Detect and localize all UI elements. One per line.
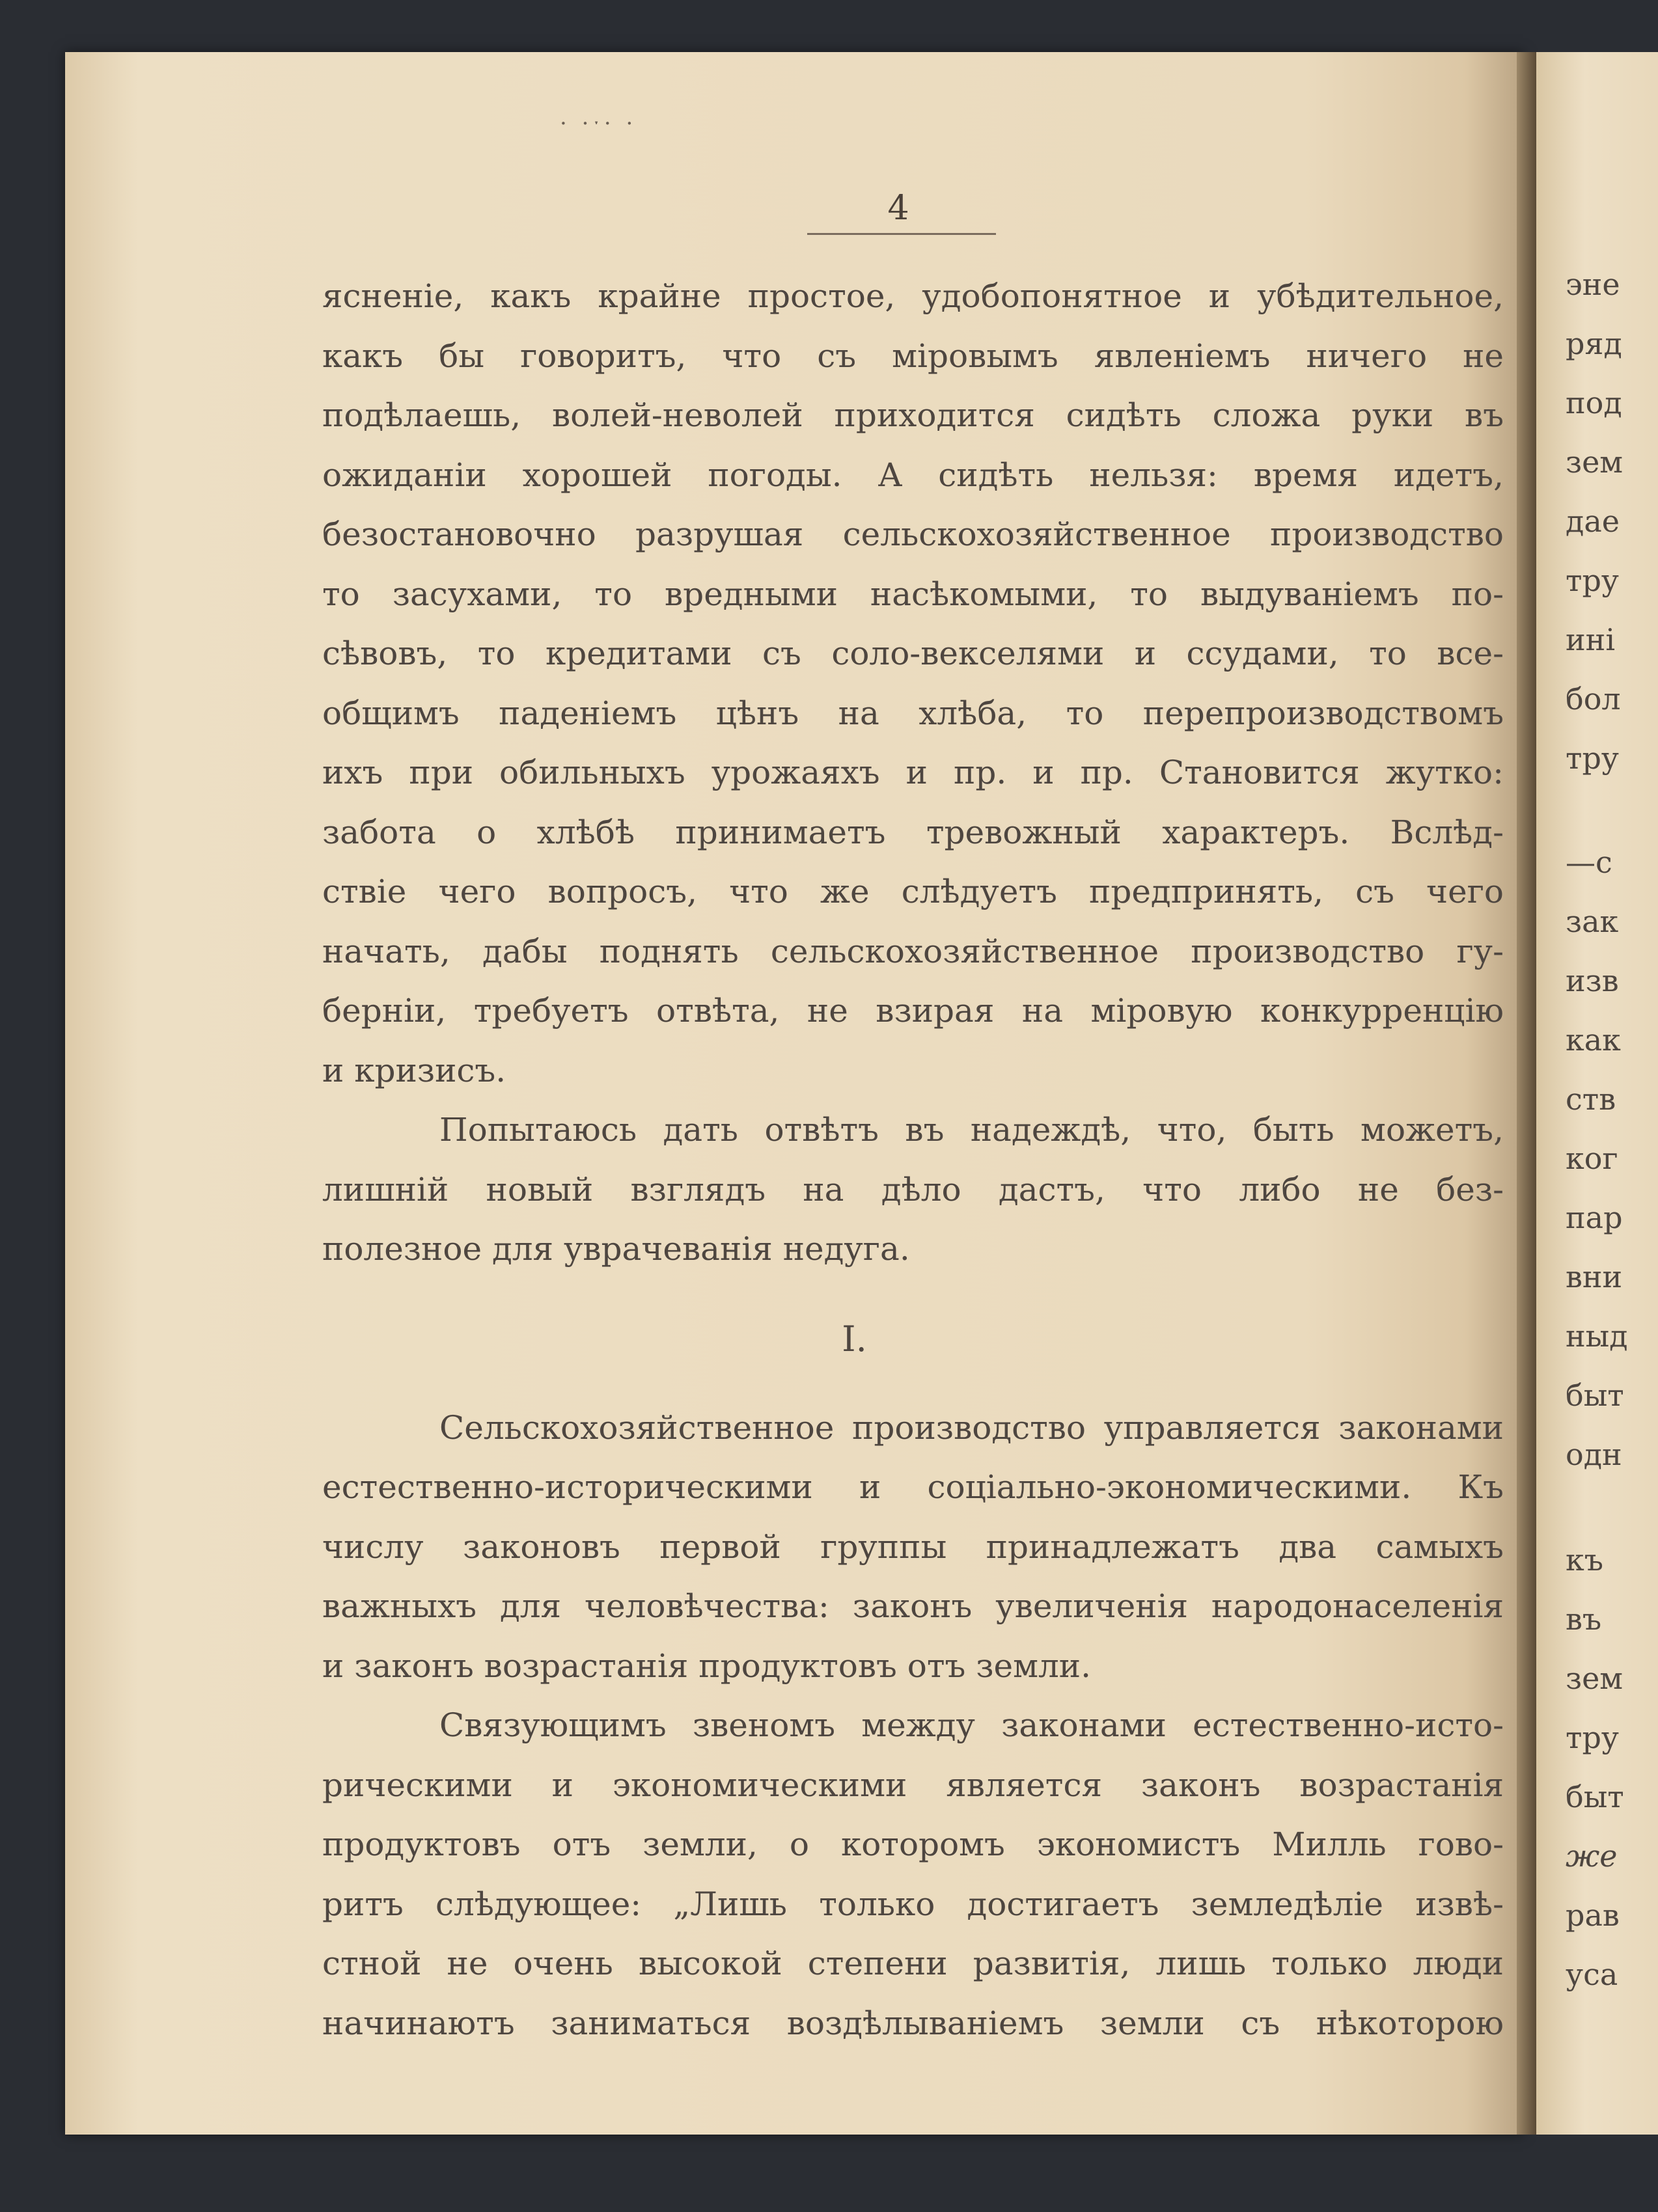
facing-text-fragment: въ xyxy=(1566,1602,1602,1637)
text-line: подѣлаешь, волей-неволей приходится сидѣть сложа руки въ xyxy=(322,396,1504,434)
text-line: то засухами, то вредными насѣкомыми, то выдуваніемъ по- xyxy=(322,575,1504,613)
text-line: рическими и экономическими является законъ возрастанія xyxy=(322,1766,1504,1804)
facing-text-fragment: вни xyxy=(1566,1259,1623,1294)
text-line: ясненіе, какъ крайне простое, удобопонятное и убѣдительное, xyxy=(322,277,1504,315)
facing-text-fragment: быт xyxy=(1566,1378,1624,1413)
text-line: числу законовъ первой группы принадлежатъ два самыхъ xyxy=(322,1527,1504,1566)
text-line: начать, дабы поднять сельскохозяйственное производство гу- xyxy=(322,932,1504,970)
facing-text-fragment: ств xyxy=(1566,1082,1616,1117)
text-line: и законъ возрастанія продуктовъ отъ земли. xyxy=(322,1646,1091,1685)
facing-text-fragment: зак xyxy=(1566,904,1619,939)
book-spine-shadow xyxy=(1517,52,1536,2135)
facing-text-fragment: как xyxy=(1566,1022,1621,1058)
facing-text-fragment: тру xyxy=(1566,1720,1619,1755)
text-line: сѣвовъ, то кредитами съ соло-векселями и ссудами, то все- xyxy=(322,635,1504,672)
facing-text-fragment: дае xyxy=(1566,504,1620,539)
facing-text-fragment: одн xyxy=(1566,1437,1622,1472)
text-line: забота о хлѣбѣ принимаетъ тревожный характеръ. Вслѣд- xyxy=(322,813,1504,851)
facing-text-fragment: пар xyxy=(1566,1200,1623,1235)
facing-text-fragment: изв xyxy=(1566,963,1619,998)
text-line: безостановочно разрушая сельскохозяйственное производство xyxy=(322,515,1504,553)
page-number-rule xyxy=(807,233,996,235)
text-line: ствіе чего вопросъ, что же слѣдуетъ предпринять, съ чего xyxy=(322,873,1504,910)
facing-text-fragment: къ xyxy=(1566,1542,1604,1577)
facing-text-fragment: тру xyxy=(1566,741,1619,776)
text-line: ожиданіи хорошей погоды. А сидѣть нельзя: время идетъ, xyxy=(322,456,1504,494)
text-line: полезное для уврачеванія недуга. xyxy=(322,1230,910,1268)
text-line: ихъ при обильныхъ урожаяхъ и пр. и пр. Становится жутко: xyxy=(322,754,1504,791)
facing-text-fragment: же xyxy=(1566,1838,1618,1874)
facing-text-fragment: рав xyxy=(1566,1898,1620,1933)
text-line: Попытаюсь дать отвѣтъ въ надеждѣ, что, быть можетъ, xyxy=(439,1111,1504,1149)
facing-text-fragment: ряд xyxy=(1566,326,1622,361)
text-line: берніи, требуетъ отвѣта, не взирая на міровую конкурренцію xyxy=(322,992,1504,1030)
page-body-text xyxy=(322,267,1504,2053)
text-line: начинаютъ заниматься воздѣлываніемъ земли съ нѣкоторою xyxy=(322,2004,1504,2042)
text-line: Сельскохозяйственное производство управляется законами xyxy=(439,1408,1504,1447)
facing-text-fragment: —с xyxy=(1566,845,1612,880)
facing-text-fragment: бол xyxy=(1566,681,1621,717)
facing-text-fragment: ког xyxy=(1566,1141,1618,1176)
facing-text-fragment: эне xyxy=(1566,267,1620,302)
text-line: естественно-историческими и соціально-экономическими. Къ xyxy=(322,1468,1504,1506)
text-line: Связующимъ звеномъ между законами естественно-исто- xyxy=(439,1706,1504,1744)
text-line: стной не очень высокой степени развитія, лишь только люди xyxy=(322,1945,1504,1982)
print-specks: · ·ˑ· · xyxy=(560,111,637,137)
page-number: 4 xyxy=(887,189,909,228)
text-line: какъ бы говоритъ, что съ міровымъ явленіемъ ничего не xyxy=(322,336,1504,375)
facing-page-fragment xyxy=(1536,52,1658,2135)
text-line: ритъ слѣдующее: „Лишь только достигаетъ земледѣліе извѣ- xyxy=(322,1885,1504,1923)
facing-text-fragment: тру xyxy=(1566,563,1619,598)
section-heading: I. xyxy=(842,1318,867,1359)
text-line: и кризисъ. xyxy=(322,1051,506,1089)
facing-text-fragment: быт xyxy=(1566,1779,1624,1814)
facing-text-fragment: зем xyxy=(1566,1661,1623,1696)
facing-text-fragment: уса xyxy=(1566,1957,1618,1992)
text-line: лишній новый взглядъ на дѣло дастъ, что либо не без- xyxy=(322,1170,1504,1208)
facing-text-fragment: под xyxy=(1566,385,1622,420)
text-line: общимъ паденіемъ цѣнъ на хлѣба, то перепроизводствомъ xyxy=(322,694,1504,732)
text-line: продуктовъ отъ земли, о которомъ экономистъ Милль гово- xyxy=(322,1825,1504,1863)
facing-text-fragment: зем xyxy=(1566,444,1623,480)
facing-text-fragment: ныд xyxy=(1566,1318,1628,1354)
facing-text-fragment: ині xyxy=(1566,622,1616,657)
text-line: важныхъ для человѣчества: законъ увеличенія народонаселенія xyxy=(322,1587,1504,1625)
